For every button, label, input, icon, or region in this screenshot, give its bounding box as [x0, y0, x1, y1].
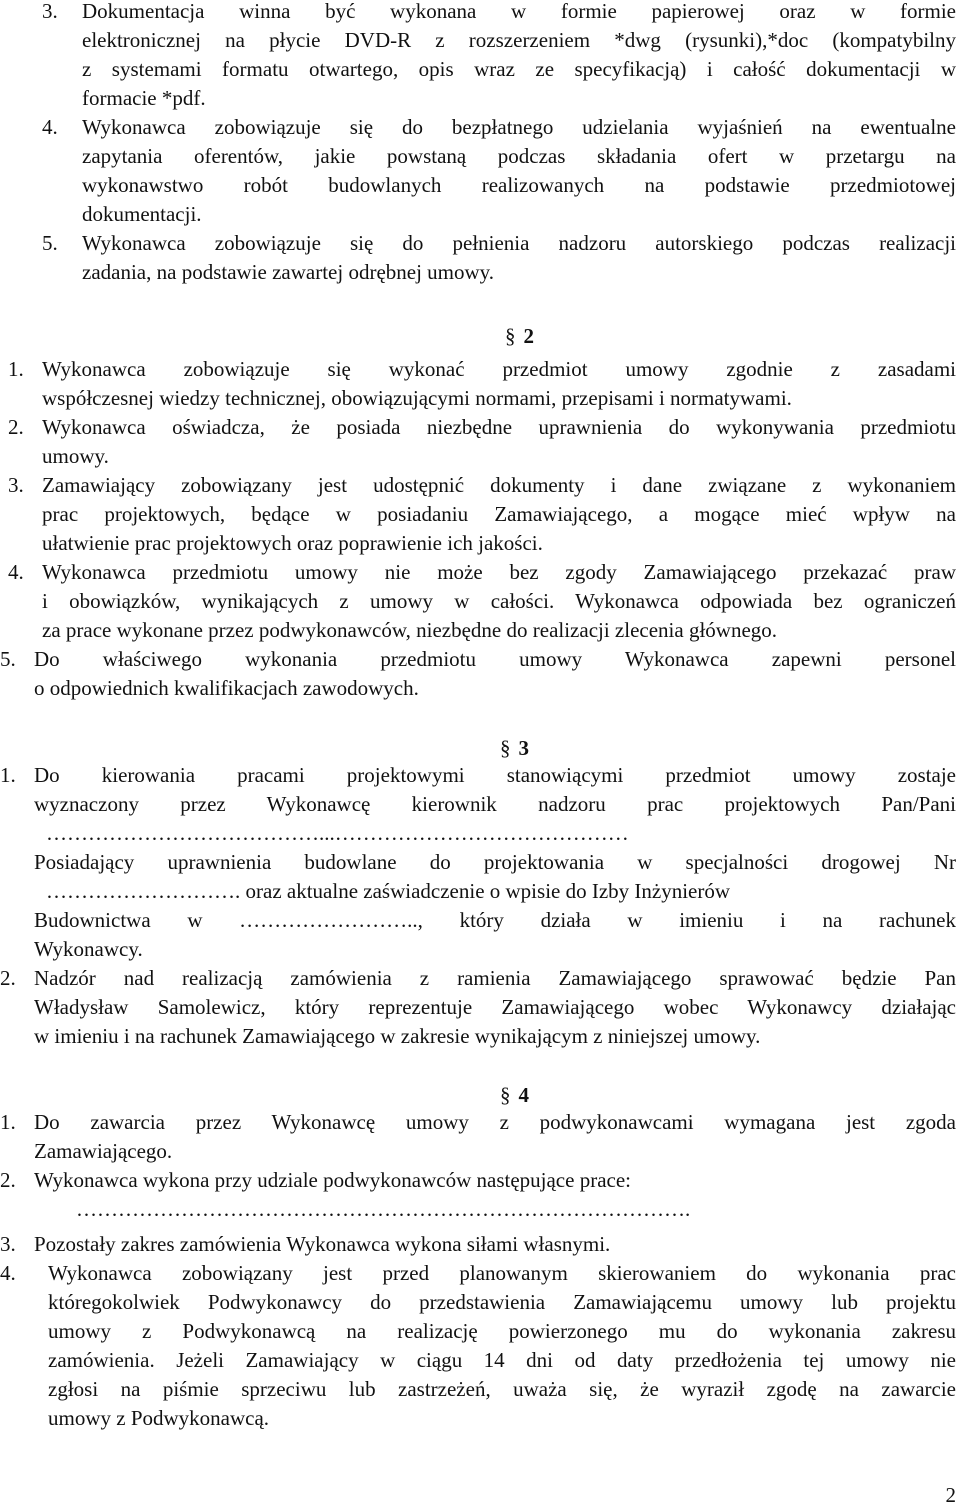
text-line: umowy z Podwykonawcą na realizację powierzonego mu do wykonania zakresu — [48, 1319, 956, 1343]
text-line: zapytania oferentów, jakie powstaną podczas składania ofert w przetargu na — [82, 144, 956, 168]
text-line: Posiadający uprawnienia budowlane do projektowania w specjalności drogowej Nr — [34, 850, 956, 874]
text-line: ………………………. oraz aktualne zaświadczenie o wpisie do Izby Inżynierów — [46, 879, 731, 903]
text-line: Wykonawca zobowiązuje się do bezpłatnego udzielania wyjaśnień na ewentualne — [82, 115, 956, 139]
text-line: Wykonawca zobowiązuje się do pełnienia nadzoru autorskiego podczas realizacji — [82, 231, 956, 255]
text-line: dokumentacji. — [82, 202, 202, 226]
item-number: 2. — [8, 415, 24, 439]
list-item — [0, 1230, 960, 1259]
item-text — [82, 113, 956, 229]
section-2-list — [0, 355, 960, 703]
text-line: zamówienia. Jeżeli Zamawiający w ciągu 14 dni od daty przedłożenia tej umowy nie — [48, 1348, 956, 1372]
text-line: umowy. — [42, 444, 109, 468]
item-number: 1. — [0, 1110, 16, 1134]
text-line: umowy z Podwykonawcą. — [48, 1406, 270, 1430]
item-number: 4. — [8, 560, 24, 584]
item-text — [82, 229, 956, 287]
list-item — [0, 645, 960, 703]
text-line: Do właściwego wykonania przedmiotu umowy Wykonawca zapewni personel — [34, 647, 956, 671]
section-heading — [505, 322, 534, 351]
item-number: 5. — [42, 231, 58, 255]
text-line: Do zawarcia przez Wykonawcę umowy z podwykonawcami wymagana jest zgoda — [34, 1110, 956, 1134]
list-item — [0, 1259, 960, 1433]
item-text — [48, 1259, 956, 1433]
text-line: formacie *pdf. — [82, 86, 206, 110]
text-line: za prace wykonane przez podwykonawców, niezbędne do realizacji zlecenia głównego. — [42, 618, 778, 642]
list-item — [0, 964, 960, 1051]
item-number: 3. — [8, 473, 24, 497]
text-line: Wykonawca oświadcza, że posiada niezbędne uprawnienia do wykonywania przedmiotu — [42, 415, 956, 439]
item-number: 1. — [8, 357, 24, 381]
text-line: Zamawiającego. — [34, 1139, 173, 1163]
text-line: Wykonawca przedmiotu umowy nie może bez zgody Zamawiającego przekazać praw — [42, 560, 956, 584]
list-item — [0, 355, 960, 413]
text-line: zgłosi na piśmie sprzeciwu lub zastrzeżeń, uważa się, że wyraził zgodę na zawarcie — [48, 1377, 956, 1401]
list-item — [0, 229, 960, 287]
item-text — [34, 1230, 956, 1259]
text-line: …………………………………...…………………………………… — [46, 821, 629, 845]
text-line: współczesnej wiedzy technicznej, obowiązującymi normami, przepisami i normatywami. — [42, 386, 792, 410]
text-line: któregokolwiek Podwykonawcy do przedstawienia Zamawiającemu umowy lub projektu — [48, 1290, 956, 1314]
text-line: Zamawiający zobowiązany jest udostępnić dokumenty i dane związane z wykonaniem — [42, 473, 956, 497]
item-text — [34, 964, 956, 1051]
text-line: Wykonawca zobowiązany jest przed planowanym skierowaniem do wykonania prac — [48, 1261, 956, 1285]
item-text — [34, 761, 956, 964]
item-text — [42, 355, 956, 413]
section-4-list — [0, 1108, 960, 1433]
item-number: 4. — [42, 115, 58, 139]
item-text — [42, 558, 956, 645]
list-item — [0, 761, 960, 964]
item-text — [42, 471, 956, 558]
item-number: 5. — [0, 647, 16, 671]
text-line: o odpowiednich kwalifikacjach zawodowych. — [34, 676, 419, 700]
section-heading — [500, 734, 529, 763]
text-line: Budownictwa w …………………….., który działa w imieniu i na rachunek — [34, 908, 956, 932]
text-line: Do kierowania pracami projektowymi stanowiącymi przedmiot umowy zostaje — [34, 763, 956, 787]
list-item — [0, 413, 960, 471]
item-number: 1. — [0, 763, 16, 787]
page-number: 2 — [945, 1483, 956, 1507]
list-item — [0, 0, 960, 113]
text-line: Wykonawcy. — [34, 937, 143, 961]
section-number: 3 — [518, 736, 529, 760]
list-item — [0, 1166, 960, 1224]
text-line: ……………………………………………………………………………. — [76, 1197, 691, 1221]
text-line: ułatwienie prac projektowych oraz poprawienie ich jakości. — [42, 531, 543, 555]
item-number: 3. — [42, 0, 58, 23]
section-heading — [500, 1081, 529, 1110]
section-symbol: § — [500, 736, 511, 760]
text-line: prac projektowych, będące w posiadaniu Zamawiającego, a mogące mieć wpływ na — [42, 502, 956, 526]
text-line: z systemami formatu otwartego, opis wraz ze specyfikacją) i całość dokumentacji w — [82, 57, 956, 81]
list-item — [0, 1108, 960, 1166]
item-number: 2. — [0, 1168, 16, 1192]
section-number: 2 — [523, 324, 534, 348]
text-line: Wykonawca zobowiązuje się wykonać przedmiot umowy zgodnie z zasadami — [42, 357, 956, 381]
item-number: 4. — [0, 1261, 16, 1285]
section-number: 4 — [518, 1083, 529, 1107]
text-line: Nadzór nad realizacją zamówienia z ramienia Zamawiającego sprawować będzie Pan — [34, 966, 956, 990]
item-number: 3. — [0, 1232, 16, 1256]
section-symbol: § — [500, 1083, 511, 1107]
list-item — [0, 113, 960, 229]
item-text — [34, 1108, 956, 1166]
text-line: w imieniu i na rachunek Zamawiającego w zakresie wynikającym z niniejszej umowy. — [34, 1024, 761, 1048]
item-number: 2. — [0, 966, 16, 990]
intro-list — [0, 0, 960, 287]
item-text — [34, 645, 956, 703]
section-symbol: § — [505, 324, 516, 348]
text-line: wykonawstwo robót budowlanych realizowanych na podstawie przedmiotowej — [82, 173, 956, 197]
text-line: Władysław Samolewicz, który reprezentuje Zamawiającego wobec Wykonawcy działając — [34, 995, 956, 1019]
list-item — [0, 558, 960, 645]
list-item — [0, 471, 960, 558]
item-text — [82, 0, 956, 113]
text-line: Wykonawca wykona przy udziale podwykonawców następujące prace: — [34, 1168, 631, 1192]
text-line: i obowiązków, wynikających z umowy w całości. Wykonawca odpowiada bez ograniczeń — [42, 589, 956, 613]
text-line: Dokumentacja winna być wykonana w formie papierowej oraz w formie — [82, 0, 956, 23]
item-text — [42, 413, 956, 471]
text-line: Pozostały zakres zamówienia Wykonawca wykona siłami własnymi. — [34, 1232, 611, 1256]
section-3-list — [0, 761, 960, 1051]
item-text — [34, 1166, 956, 1224]
text-line: zadania, na podstawie zawartej odrębnej umowy. — [82, 260, 495, 284]
text-line: wyznaczony przez Wykonawcę kierownik nadzoru prac projektowych Pan/Pani — [34, 792, 956, 816]
text-line: elektronicznej na płycie DVD-R z rozszerzeniem *dwg (rysunki),*doc (kompatybilny — [82, 28, 956, 52]
